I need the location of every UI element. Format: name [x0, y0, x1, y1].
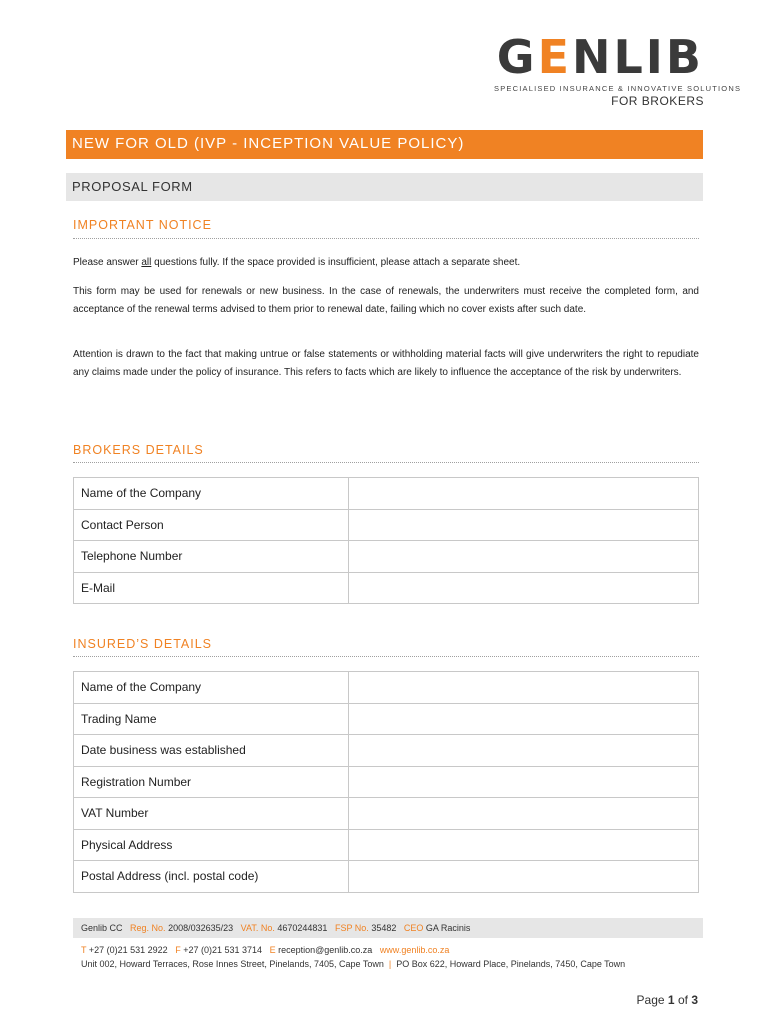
- form-row: [74, 541, 699, 573]
- footer-address-line: Unit 002, Howard Terraces, Rose Innes Street, Pinelands, 7405, Cape Town | PO Box 622, Howard Place, Pinelands, 7450, Cape Town: [81, 959, 626, 969]
- form-title: NEW FOR OLD (IVP - INCEPTION VALUE POLICY): [66, 130, 703, 159]
- logo-tagline: SPECIALISED INSURANCE & INNOVATIVE SOLUTIONS: [494, 84, 742, 93]
- brokers-heading: BROKERS DETAILS: [73, 443, 204, 457]
- form-row: [74, 861, 699, 893]
- field-input-cell[interactable]: [349, 478, 699, 510]
- field-label: Name of the Company: [74, 672, 349, 704]
- form-row: [74, 735, 699, 767]
- field-label: Name of the Company: [74, 478, 349, 510]
- field-label: Postal Address (incl. postal code): [74, 861, 349, 893]
- form-row: [74, 766, 699, 798]
- field-input-cell[interactable]: [349, 509, 699, 541]
- field-input-cell[interactable]: [349, 861, 699, 893]
- field-label: VAT Number: [74, 798, 349, 830]
- logo-wordmark: GENLIB: [496, 30, 704, 84]
- footer-company-bar: Genlib CC Reg. No. 2008/032635/23 VAT. No. 4670244831 FSP No. 35482 CEO GA Racinis: [73, 918, 703, 938]
- insured-details-table: [73, 671, 699, 893]
- footer-contact-line: T +27 (0)21 531 2922 F +27 (0)21 531 3714 E reception@genlib.co.za www.genlib.co.za: [81, 945, 450, 955]
- form-row: [74, 572, 699, 604]
- field-input-cell[interactable]: [349, 672, 699, 704]
- form-row: [74, 509, 699, 541]
- field-label: E-Mail: [74, 572, 349, 604]
- field-input-cell[interactable]: [349, 798, 699, 830]
- notice-paragraph-1: Please answer all questions fully. If the space provided is insufficient, please attach a separate sheet.: [73, 257, 521, 268]
- form-row: [74, 798, 699, 830]
- footer-email[interactable]: reception@genlib.co.za: [278, 945, 373, 955]
- page-number: Page 1 of 3: [636, 993, 698, 1007]
- form-row: [74, 703, 699, 735]
- page-footer: [73, 918, 703, 969]
- field-input-cell[interactable]: [349, 735, 699, 767]
- notice-paragraph-3: Attention is drawn to the fact that making untrue or false statements or withholding material facts will give underwriters the right to repudiate any claims made under the policy of insurance. This refers to facts which are likely to influence the acceptance of the risk by underwriters.: [73, 349, 699, 378]
- notice-heading: IMPORTANT NOTICE: [73, 218, 212, 232]
- form-row: [74, 829, 699, 861]
- field-input-cell[interactable]: [349, 572, 699, 604]
- field-label: Registration Number: [74, 766, 349, 798]
- field-input-cell[interactable]: [349, 766, 699, 798]
- field-label: Trading Name: [74, 703, 349, 735]
- notice-paragraph-2: This form may be used for renewals or new business. In the case of renewals, the underwriters must receive the completed form, and acceptance of the renewal terms advised to them prior to renewal date, failing which no cover exists after such date.: [73, 286, 699, 315]
- field-input-cell[interactable]: [349, 541, 699, 573]
- field-label: Physical Address: [74, 829, 349, 861]
- form-subtitle: PROPOSAL FORM: [66, 173, 703, 201]
- insured-divider: [73, 656, 699, 657]
- form-row: [74, 672, 699, 704]
- insured-heading: INSURED’S DETAILS: [73, 637, 213, 651]
- brokers-divider: [73, 462, 699, 463]
- form-row: [74, 478, 699, 510]
- notice-divider: [73, 238, 699, 239]
- genlib-logo: [494, 30, 742, 108]
- field-label: Date business was established: [74, 735, 349, 767]
- field-label: Telephone Number: [74, 541, 349, 573]
- field-label: Contact Person: [74, 509, 349, 541]
- brokers-details-table: [73, 477, 699, 604]
- field-input-cell[interactable]: [349, 703, 699, 735]
- footer-website[interactable]: www.genlib.co.za: [379, 945, 450, 955]
- logo-subline: FOR BROKERS: [611, 94, 704, 108]
- field-input-cell[interactable]: [349, 829, 699, 861]
